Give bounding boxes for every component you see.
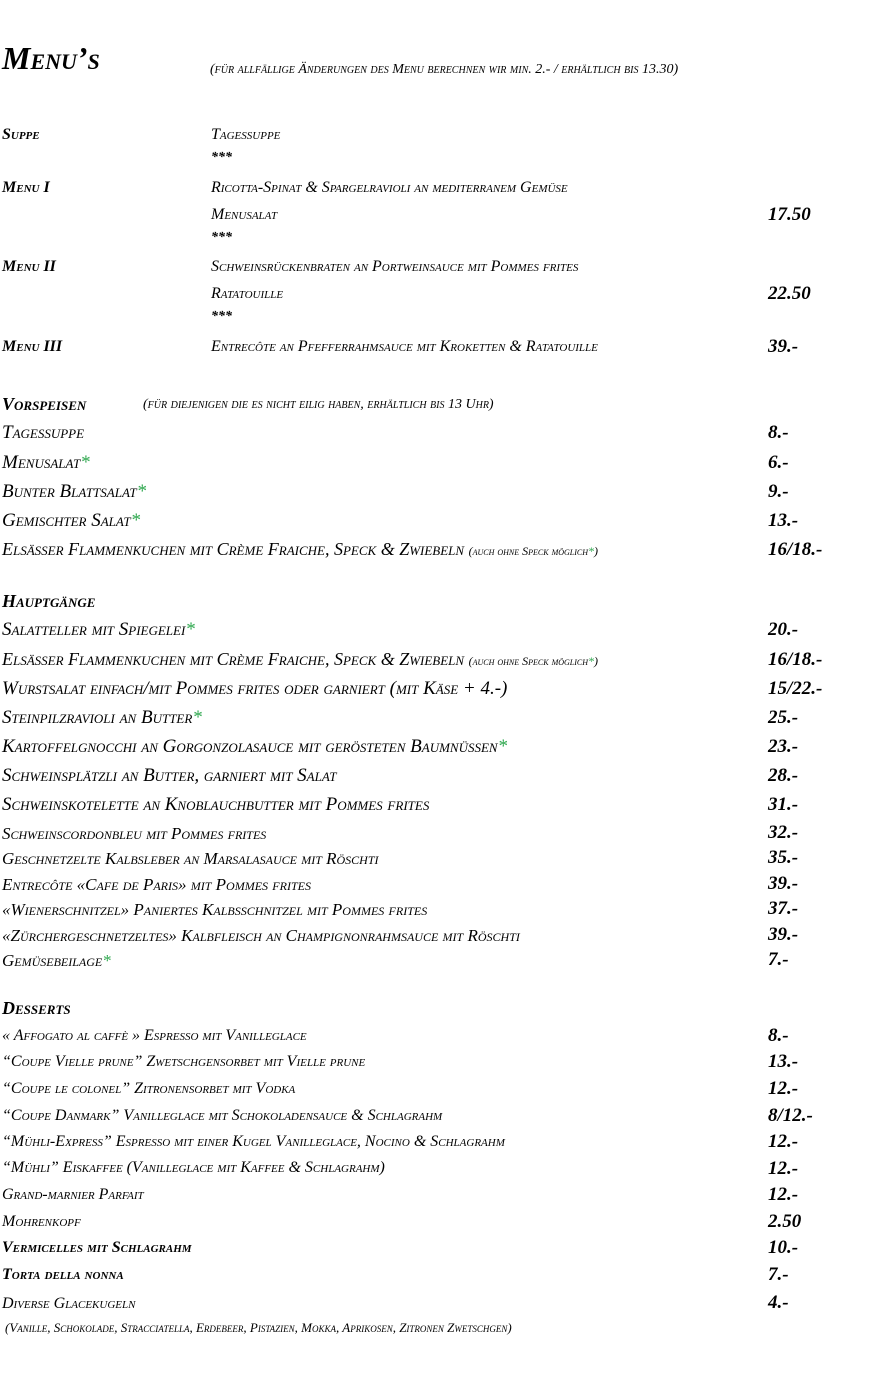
menu-item: Entrecôte «Cafe de Paris» mit Pommes frites	[2, 875, 311, 894]
menu-item-price: 39.-	[768, 873, 799, 894]
menu-item-price: 35.-	[768, 847, 799, 868]
menu-item: Wurstsalat einfach/mit Pommes frites oder garniert (mit Käse + 4.-)	[2, 678, 508, 699]
dessert-price: 8.-	[768, 1025, 789, 1046]
menu-item-price: 31.-	[768, 794, 799, 815]
dessert-price: 7.-	[768, 1264, 789, 1285]
menu-item: Salatteller mit Spiegelei*	[2, 619, 195, 640]
menu-item: Tagessuppe	[2, 422, 85, 443]
menu-item: «Zürchergeschnetzeltes» Kalbfleisch an Champignonrahmsauce mit Röschti	[2, 926, 520, 945]
menu-item-price: 8.-	[768, 422, 789, 443]
menu-item-price: 28.-	[768, 765, 799, 786]
dessert-item: “Mühli” Eiskaffee (Vanilleglace mit Kaffee & Schlagrahm)	[2, 1159, 385, 1176]
daily-label-menu-3: Menu III	[2, 338, 63, 355]
menu-item-price: 20.-	[768, 619, 799, 640]
dessert-price: 12.-	[768, 1131, 799, 1152]
dessert-price: 12.-	[768, 1078, 799, 1099]
dessert-item: Grand-marnier Parfait	[2, 1186, 144, 1203]
daily-price: 17.50	[768, 204, 811, 225]
title-note: (für allfällige Änderungen des Menu berechnen wir min. 2.- / erhältlich bis 13.30)	[210, 62, 679, 77]
section-note: (für diejenigen die es nicht eilig haben, erhältlich bis 13 Uhr)	[143, 397, 494, 412]
menu-item-price: 15/22.-	[768, 678, 823, 699]
daily-price: 22.50	[768, 283, 811, 304]
menu-item: Schweinsplätzli an Butter, garniert mit Salat	[2, 765, 337, 786]
dessert-item: Mohrenkopf	[2, 1213, 81, 1230]
menu-item: Geschnetzelte Kalbsleber an Marsalasauce mit Röschti	[2, 849, 379, 868]
menu-item-price: 16/18.-	[768, 649, 823, 670]
dessert-item: “Coupe Danmark” Vanilleglace mit Schokoladensauce & Schlagrahm	[2, 1107, 443, 1124]
section-heading-hauptgaenge: Hauptgänge	[2, 591, 96, 611]
daily-label-suppe: Suppe	[2, 126, 40, 143]
menu-item: Menusalat*	[2, 452, 90, 473]
dessert-price: 8/12.-	[768, 1105, 813, 1126]
dessert-item: “Mühli-Express” Espresso mit einer Kugel Vanilleglace, Nocino & Schlagrahm	[2, 1133, 505, 1150]
daily-stars: ***	[211, 150, 232, 165]
menu-item: Steinpilzravioli an Butter*	[2, 707, 202, 728]
dessert-price: 13.-	[768, 1051, 799, 1072]
dessert-item: « Affogato al caffè » Espresso mit Vanilleglace	[2, 1027, 307, 1044]
dessert-item: “Coupe le colonel” Zitronensorbet mit Vodka	[2, 1080, 296, 1097]
menu-item: Kartoffelgnocchi an Gorgonzolasauce mit gerösteten Baumnüssen*	[2, 736, 508, 757]
dessert-price: 12.-	[768, 1184, 799, 1205]
dessert-price: 10.-	[768, 1237, 799, 1258]
section-heading-vorspeisen: Vorspeisen	[2, 394, 87, 414]
menu-item: Gemischter Salat*	[2, 510, 141, 531]
menu-item: Schweinscordonbleu mit Pommes frites	[2, 824, 267, 843]
dessert-price: 2.50	[768, 1211, 802, 1232]
menu-item-price: 7.-	[768, 949, 789, 970]
dessert-item: Vermicelles mit Schlagrahm	[2, 1239, 192, 1256]
daily-dish: Ratatouille	[211, 285, 284, 302]
menu-item-price: 37.-	[768, 898, 799, 919]
daily-dish: Entrecôte an Pfefferrahmsauce mit Kroketten & Ratatouille	[211, 338, 598, 355]
daily-dish: Ricotta-Spinat & Spargelravioli an mediterranem Gemüse	[211, 179, 568, 196]
section-heading-desserts: Desserts	[2, 998, 71, 1018]
daily-label-menu-1: Menu I	[2, 179, 50, 196]
menu-item-price: 6.-	[768, 452, 789, 473]
menu-item: Schweinskotelette an Knoblauchbutter mit Pommes frites	[2, 794, 430, 815]
menu-item-price: 9.-	[768, 481, 789, 502]
page-title: Menu’s	[2, 40, 100, 76]
menu-item-price: 32.-	[768, 822, 799, 843]
menu-item: Bunter Blattsalat*	[2, 481, 147, 502]
dessert-footnote: (Vanille, Schokolade, Stracciatella, Erdebeer, Pistazien, Mokka, Aprikosen, Zitronen Zwetschgen)	[5, 1320, 512, 1335]
daily-label-menu-2: Menu II	[2, 258, 56, 275]
daily-dish: Tagessuppe	[211, 126, 281, 143]
dessert-price: 4.-	[768, 1292, 789, 1313]
daily-price: 39.-	[768, 336, 799, 357]
menu-item-price: 13.-	[768, 510, 799, 531]
daily-dish: Schweinsrückenbraten an Portweinsauce mit Pommes frites	[211, 258, 579, 275]
daily-stars: ***	[211, 230, 232, 245]
daily-stars: ***	[211, 309, 232, 324]
daily-dish: Menusalat	[211, 206, 278, 223]
dessert-price: 12.-	[768, 1158, 799, 1179]
menu-item-price: 25.-	[768, 707, 799, 728]
menu-item: Elsässer Flammenkuchen mit Crème Fraiche, Speck & Zwiebeln (auch ohne Speck möglich*)	[2, 649, 599, 669]
menu-item: «Wienerschnitzel» Paniertes Kalbsschnitzel mit Pommes frites	[2, 900, 428, 919]
menu-item-price: 39.-	[768, 924, 799, 945]
dessert-item: “Coupe Vielle prune” Zwetschgensorbet mit Vielle prune	[2, 1053, 366, 1070]
menu-item: Gemüsebeilage*	[2, 951, 111, 970]
dessert-item: Diverse Glacekugeln	[2, 1295, 136, 1312]
menu-item-price: 23.-	[768, 736, 799, 757]
menu-item-price: 16/18.-	[768, 539, 823, 560]
menu-item: Elsässer Flammenkuchen mit Crème Fraiche, Speck & Zwiebeln (auch ohne Speck möglich*)	[2, 539, 599, 559]
dessert-item: Torta della nonna	[2, 1266, 124, 1283]
